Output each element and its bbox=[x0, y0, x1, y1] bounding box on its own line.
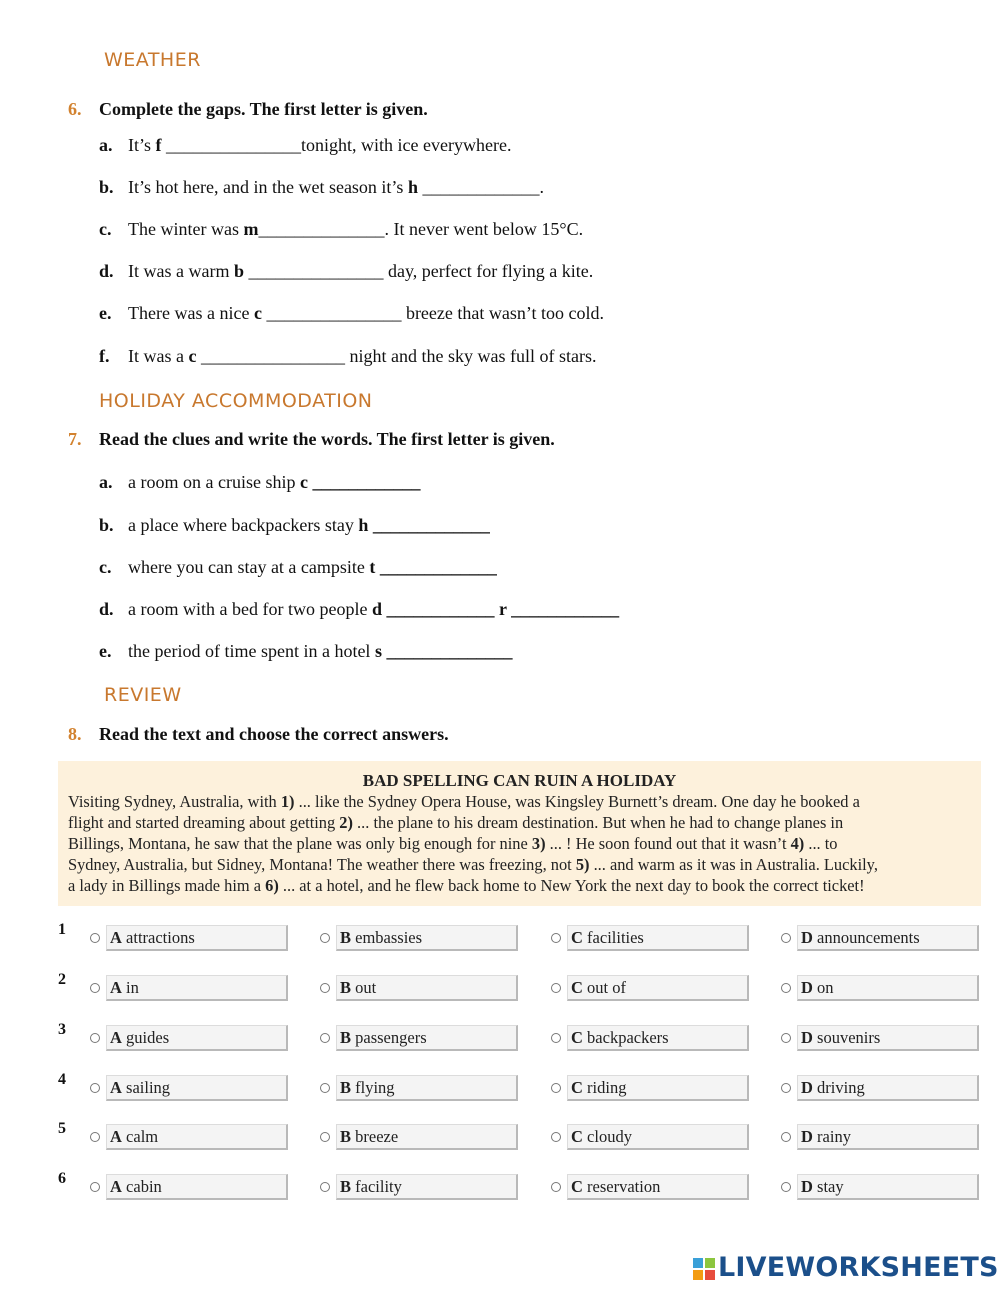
option-text: backpackers bbox=[587, 1028, 669, 1047]
mc-question-number: 1 bbox=[58, 921, 66, 938]
option-letter: D bbox=[801, 928, 813, 947]
option-box[interactable] bbox=[336, 1075, 518, 1101]
clue-item bbox=[99, 641, 512, 662]
item-text: It was a bbox=[128, 346, 189, 366]
section-title-weather: WEATHER bbox=[104, 49, 201, 71]
item-text: . bbox=[539, 177, 544, 197]
given-letter: h bbox=[407, 177, 418, 197]
item-text: It’s hot here, and in the wet season it’s bbox=[128, 177, 408, 197]
option-box[interactable] bbox=[567, 1025, 749, 1051]
gap-fill-item bbox=[99, 346, 596, 367]
option-box[interactable] bbox=[797, 1025, 979, 1051]
option-letter: A bbox=[110, 1028, 122, 1047]
question-instruction: Read the clues and write the words. The first letter is given. bbox=[99, 429, 555, 449]
mc-question-row bbox=[0, 1071, 1000, 1105]
answer-blank[interactable]: s ______________ bbox=[374, 641, 513, 661]
option-box[interactable] bbox=[106, 1124, 288, 1150]
question-number: 6. bbox=[68, 99, 82, 119]
option-letter: A bbox=[110, 1127, 122, 1146]
option-text: breeze bbox=[355, 1127, 399, 1146]
mc-question-row bbox=[0, 1021, 1000, 1055]
question-7-heading bbox=[68, 429, 555, 450]
question-8-heading bbox=[68, 724, 449, 745]
item-text: It’s bbox=[128, 135, 156, 155]
option-text: rainy bbox=[817, 1127, 851, 1146]
logo-text: LIVEWORKSHEETS bbox=[718, 1252, 999, 1283]
item-letter: e. bbox=[99, 641, 112, 661]
option-text: out bbox=[355, 978, 377, 997]
clue-item bbox=[99, 472, 420, 493]
answer-blank[interactable]: d ____________ r ____________ bbox=[371, 599, 620, 619]
radio-button[interactable] bbox=[781, 933, 791, 943]
reading-line: Sydney, Australia, but Sidney, Montana! The weather there was freezing, not 5) ... and warm as it was in Australia. Luckily, bbox=[68, 855, 878, 874]
option-box[interactable] bbox=[797, 1124, 979, 1150]
clue-text: the period of time spent in a hotel bbox=[128, 641, 375, 661]
question-instruction: Complete the gaps. The first letter is given. bbox=[99, 99, 428, 119]
option-letter: A bbox=[110, 928, 122, 947]
option-box[interactable] bbox=[797, 1075, 979, 1101]
radio-button[interactable] bbox=[90, 1132, 100, 1142]
option-letter: C bbox=[571, 1127, 583, 1146]
gap-number: 3) bbox=[531, 834, 546, 853]
radio-button[interactable] bbox=[551, 1182, 561, 1192]
question-instruction: Read the text and choose the correct answers. bbox=[99, 724, 449, 744]
option-letter: D bbox=[801, 1028, 813, 1047]
option-text: cabin bbox=[126, 1177, 162, 1196]
logo-square bbox=[705, 1270, 715, 1280]
option-letter: C bbox=[571, 1078, 583, 1097]
given-letter: f bbox=[155, 135, 162, 155]
given-letter: c bbox=[188, 346, 197, 366]
item-text: The winter was bbox=[128, 219, 244, 239]
radio-button[interactable] bbox=[781, 983, 791, 993]
item-letter: a. bbox=[99, 472, 113, 492]
gap-number: 4) bbox=[790, 834, 805, 853]
given-letter: c bbox=[253, 303, 262, 323]
option-text: driving bbox=[817, 1078, 865, 1097]
radio-button[interactable] bbox=[551, 1083, 561, 1093]
option-text: sailing bbox=[126, 1078, 171, 1097]
option-letter: B bbox=[340, 978, 352, 997]
item-letter: d. bbox=[99, 599, 114, 619]
option-box[interactable] bbox=[106, 1075, 288, 1101]
option-text: cloudy bbox=[587, 1127, 632, 1146]
reading-passage bbox=[58, 761, 981, 906]
radio-button[interactable] bbox=[320, 1083, 330, 1093]
answer-blank[interactable]: ______________ bbox=[258, 219, 385, 239]
option-text: out of bbox=[587, 978, 627, 997]
option-box[interactable] bbox=[797, 975, 979, 1001]
option-text: embassies bbox=[355, 928, 423, 947]
option-letter: D bbox=[801, 1177, 813, 1196]
mc-question-number: 5 bbox=[58, 1120, 66, 1137]
clue-item bbox=[99, 557, 497, 578]
option-text: passengers bbox=[355, 1028, 427, 1047]
reading-line: flight and started dreaming about getting 2) ... the plane to his dream destination. But when he had to change planes in bbox=[68, 813, 844, 832]
item-letter: a. bbox=[99, 135, 113, 155]
option-box[interactable] bbox=[797, 925, 979, 951]
option-box[interactable] bbox=[106, 975, 288, 1001]
radio-button[interactable] bbox=[551, 1033, 561, 1043]
answer-blank[interactable]: _______________ bbox=[261, 303, 402, 323]
option-box[interactable] bbox=[567, 925, 749, 951]
option-text: flying bbox=[355, 1078, 395, 1097]
radio-button[interactable] bbox=[320, 1033, 330, 1043]
reading-line: Billings, Montana, he saw that the plane was only big enough for nine 3) ... ! He soon found out that it wasn’t 4) ... to bbox=[68, 834, 838, 853]
answer-blank[interactable]: _______________ bbox=[161, 135, 302, 155]
option-box[interactable] bbox=[336, 1124, 518, 1150]
mc-question-number: 6 bbox=[58, 1170, 66, 1187]
mc-question-row bbox=[0, 971, 1000, 1005]
question-number: 7. bbox=[68, 429, 82, 449]
radio-button[interactable] bbox=[90, 1083, 100, 1093]
option-letter: A bbox=[110, 978, 122, 997]
option-letter: C bbox=[571, 1177, 583, 1196]
question-number: 8. bbox=[68, 724, 82, 744]
option-letter: A bbox=[110, 1177, 122, 1196]
logo-square bbox=[705, 1258, 715, 1268]
reading-title: BAD SPELLING CAN RUIN A HOLIDAY bbox=[362, 771, 677, 790]
option-text: announcements bbox=[817, 928, 920, 947]
clue-item bbox=[99, 599, 619, 620]
option-letter: B bbox=[340, 1177, 352, 1196]
answer-blank[interactable]: ________________ bbox=[196, 346, 345, 366]
mc-question-row bbox=[0, 921, 1000, 955]
option-box[interactable] bbox=[797, 1174, 979, 1200]
item-text: tonight, with ice everywhere. bbox=[301, 135, 512, 155]
gap-fill-item bbox=[99, 177, 544, 198]
answer-blank[interactable]: _____________ bbox=[417, 177, 540, 197]
section-title-review: REVIEW bbox=[104, 684, 182, 706]
given-letter: b bbox=[233, 261, 244, 281]
question-6-heading bbox=[68, 99, 428, 120]
option-text: guides bbox=[126, 1028, 170, 1047]
option-box[interactable] bbox=[106, 1174, 288, 1200]
item-letter: f. bbox=[99, 346, 110, 366]
option-letter: B bbox=[340, 928, 352, 947]
option-text: attractions bbox=[126, 928, 195, 947]
option-letter: B bbox=[340, 1028, 352, 1047]
logo-square bbox=[693, 1270, 703, 1280]
mc-question-row bbox=[0, 1170, 1000, 1204]
option-letter: D bbox=[801, 1078, 813, 1097]
section-title-holiday-accommodation: HOLIDAY ACCOMMODATION bbox=[99, 390, 373, 412]
option-letter: B bbox=[340, 1078, 352, 1097]
option-letter: C bbox=[571, 928, 583, 947]
mc-question-number: 4 bbox=[58, 1071, 66, 1088]
item-text: night and the sky was full of stars. bbox=[344, 346, 597, 366]
clue-text: a room on a cruise ship bbox=[128, 472, 300, 492]
gap-fill-item bbox=[99, 261, 593, 282]
gap-number: 2) bbox=[339, 813, 353, 832]
item-text: breeze that wasn’t too cold. bbox=[401, 303, 605, 323]
gap-fill-item bbox=[99, 135, 511, 156]
option-box[interactable] bbox=[336, 1174, 518, 1200]
option-text: facility bbox=[355, 1177, 402, 1196]
option-box[interactable] bbox=[106, 1025, 288, 1051]
option-box[interactable] bbox=[336, 925, 518, 951]
option-letter: D bbox=[801, 1127, 813, 1146]
option-box[interactable] bbox=[336, 1025, 518, 1051]
item-text: . It never went below 15°C. bbox=[384, 219, 584, 239]
reading-line: Visiting Sydney, Australia, with 1) ... like the Sydney Opera House, was Kingsley Burnett’s dream. One day he booked a bbox=[68, 792, 860, 811]
radio-button[interactable] bbox=[90, 983, 100, 993]
radio-button[interactable] bbox=[551, 933, 561, 943]
logo-square bbox=[693, 1258, 703, 1268]
item-text: It was a warm bbox=[128, 261, 234, 281]
gap-number: 1) bbox=[280, 792, 295, 811]
mc-question-number: 2 bbox=[58, 971, 66, 988]
option-letter: D bbox=[801, 978, 813, 997]
radio-button[interactable] bbox=[90, 1033, 100, 1043]
option-text: calm bbox=[126, 1127, 159, 1146]
option-text: in bbox=[126, 978, 139, 997]
logo-icon bbox=[693, 1258, 715, 1280]
radio-button[interactable] bbox=[781, 1132, 791, 1142]
radio-button[interactable] bbox=[320, 1132, 330, 1142]
clue-text: a place where backpackers stay bbox=[128, 515, 359, 535]
option-text: on bbox=[817, 978, 834, 997]
radio-button[interactable] bbox=[781, 1083, 791, 1093]
option-text: facilities bbox=[587, 928, 644, 947]
option-box[interactable] bbox=[336, 975, 518, 1001]
item-letter: b. bbox=[99, 515, 114, 535]
option-box[interactable] bbox=[567, 975, 749, 1001]
answer-blank[interactable]: c ____________ bbox=[299, 472, 421, 492]
clue-text: where you can stay at a campsite bbox=[128, 557, 370, 577]
item-letter: c. bbox=[99, 219, 112, 239]
gap-number: 6) bbox=[265, 876, 279, 895]
option-box[interactable] bbox=[567, 1124, 749, 1150]
option-text: reservation bbox=[587, 1177, 661, 1196]
option-text: stay bbox=[817, 1177, 844, 1196]
item-letter: c. bbox=[99, 557, 112, 577]
given-letter: m bbox=[243, 219, 259, 239]
option-box[interactable] bbox=[106, 925, 288, 951]
answer-blank[interactable]: _______________ bbox=[243, 261, 384, 281]
radio-button[interactable] bbox=[320, 983, 330, 993]
mc-question-number: 3 bbox=[58, 1021, 66, 1038]
radio-button[interactable] bbox=[551, 983, 561, 993]
option-box[interactable] bbox=[567, 1075, 749, 1101]
reading-line: a lady in Billings made him a 6) ... at a hotel, and he flew back home to New York the next day to book the correct ticket! bbox=[68, 876, 865, 895]
option-letter: A bbox=[110, 1078, 122, 1097]
option-text: souvenirs bbox=[817, 1028, 881, 1047]
clue-text: a room with a bed for two people bbox=[128, 599, 372, 619]
radio-button[interactable] bbox=[320, 1182, 330, 1192]
clue-item bbox=[99, 515, 490, 536]
option-box[interactable] bbox=[567, 1174, 749, 1200]
option-letter: C bbox=[571, 1028, 583, 1047]
radio-button[interactable] bbox=[90, 933, 100, 943]
mc-question-row bbox=[0, 1120, 1000, 1154]
answer-blank[interactable]: h _____________ bbox=[358, 515, 490, 535]
gap-number: 5) bbox=[575, 855, 590, 874]
radio-button[interactable] bbox=[781, 1033, 791, 1043]
item-letter: d. bbox=[99, 261, 114, 281]
item-letter: e. bbox=[99, 303, 112, 323]
option-letter: C bbox=[571, 978, 583, 997]
option-text: riding bbox=[587, 1078, 627, 1097]
answer-blank[interactable]: t _____________ bbox=[369, 557, 497, 577]
radio-button[interactable] bbox=[90, 1182, 100, 1192]
item-text: There was a nice bbox=[128, 303, 254, 323]
radio-button[interactable] bbox=[551, 1132, 561, 1142]
gap-fill-item bbox=[99, 219, 583, 240]
option-letter: B bbox=[340, 1127, 352, 1146]
radio-button[interactable] bbox=[320, 933, 330, 943]
gap-fill-item bbox=[99, 303, 604, 324]
item-text: day, perfect for flying a kite. bbox=[383, 261, 594, 281]
item-letter: b. bbox=[99, 177, 114, 197]
radio-button[interactable] bbox=[781, 1182, 791, 1192]
